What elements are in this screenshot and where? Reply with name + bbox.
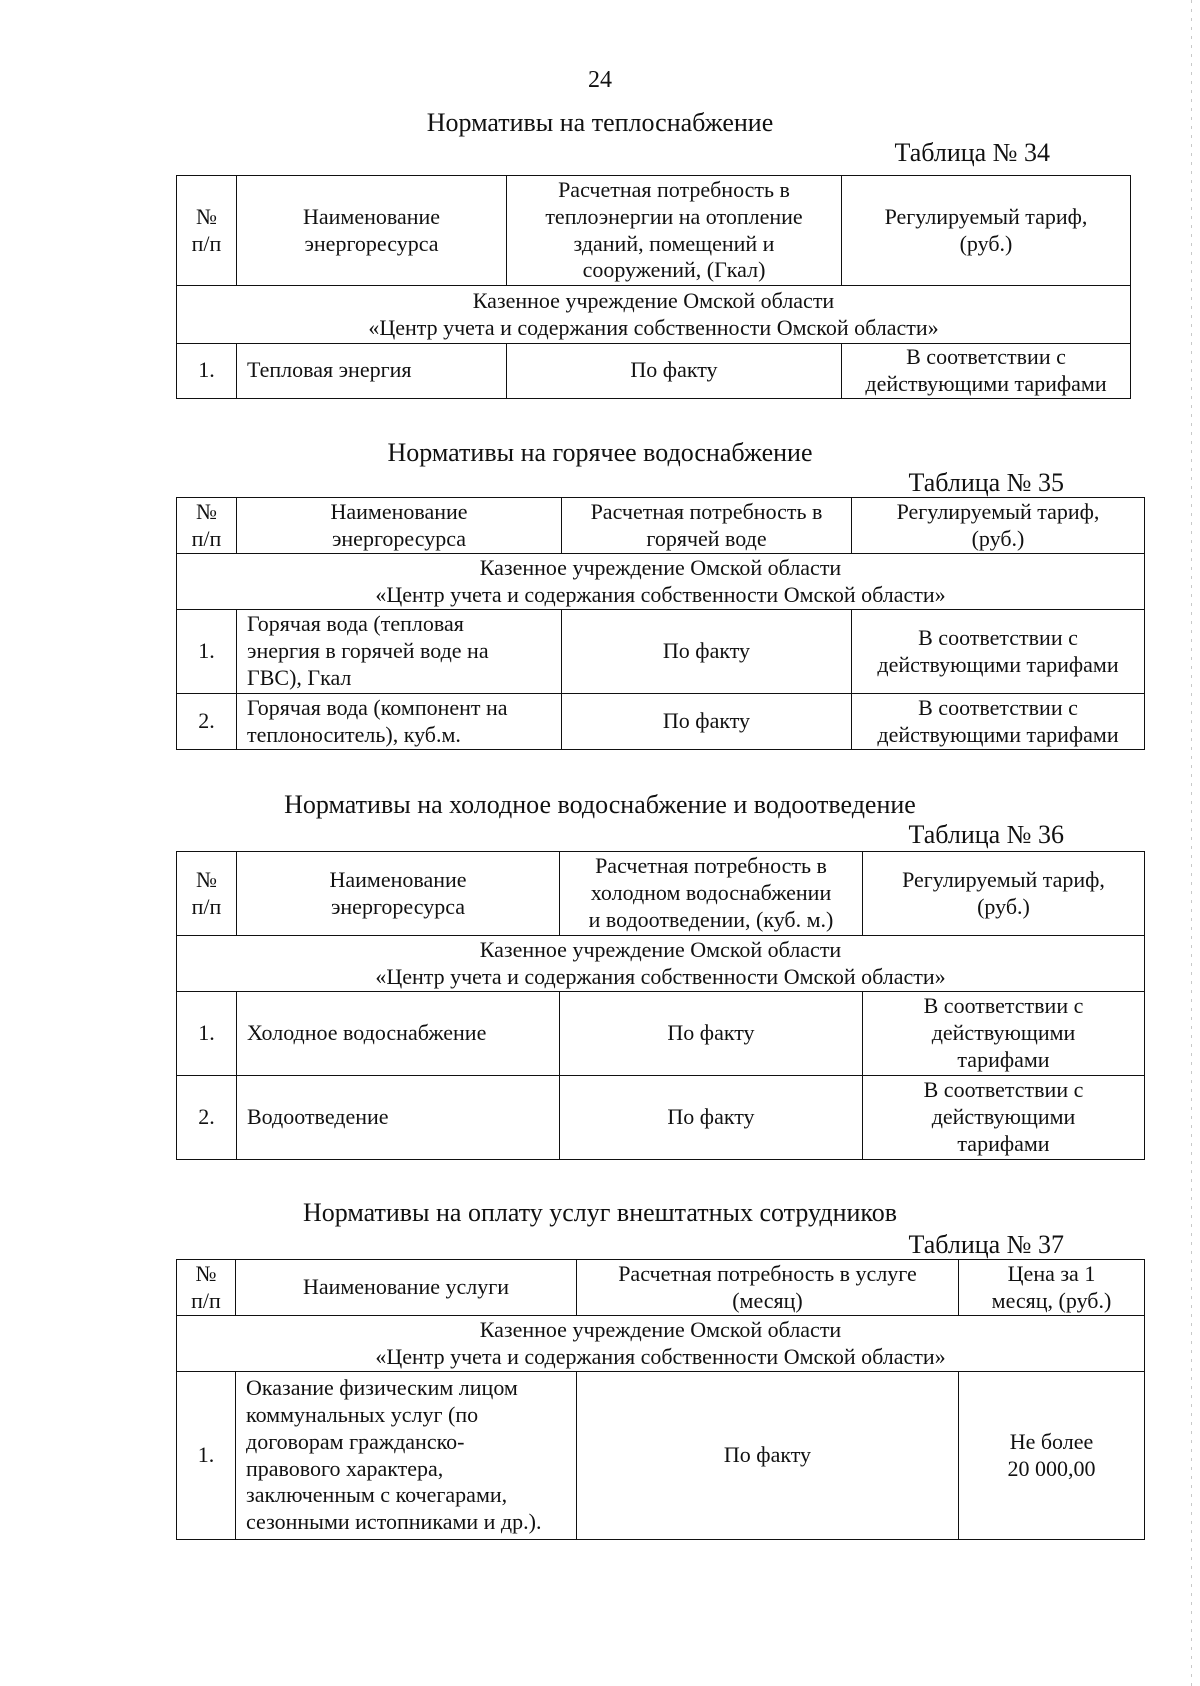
row-estimated-need: По факту (507, 344, 842, 399)
row-resource-name: Водоотведение (237, 1076, 560, 1160)
table-label-36: Таблица № 36 (908, 820, 1064, 849)
header-number: № п/п (177, 1260, 236, 1316)
org-row (177, 554, 1145, 610)
row-number: 1. (177, 344, 237, 399)
table-header-row (177, 1260, 1145, 1316)
table-row (177, 610, 1145, 694)
row-estimated-need: По факту (562, 694, 852, 750)
row-regulated-tariff: В соответствии с действующими тарифами (863, 992, 1145, 1076)
table-header-row (177, 176, 1131, 286)
header-service-name: Наименование услуги (236, 1260, 577, 1316)
row-regulated-tariff: В соответствии с действующими тарифами (863, 1076, 1145, 1160)
table-header-row (177, 852, 1145, 936)
org-name: Казенное учреждение Омской области «Центр учета и содержания собственности Омской области» (177, 1316, 1145, 1372)
row-resource-name: Холодное водоснабжение (237, 992, 560, 1076)
table-hot-water (176, 497, 1145, 750)
table-row (177, 1076, 1145, 1160)
header-number: № п/п (177, 498, 237, 554)
org-row (177, 286, 1131, 344)
scan-edge-artifact (1191, 0, 1192, 1686)
header-regulated-tariff: Регулируемый тариф, (руб.) (842, 176, 1131, 286)
header-monthly-price: Цена за 1 месяц, (руб.) (959, 1260, 1145, 1316)
table-heating (176, 175, 1131, 399)
header-estimated-need: Расчетная потребность в холодном водоснабжении и водоотведении, (куб. м.) (560, 852, 863, 936)
header-estimated-need: Расчетная потребность в услуге (месяц) (577, 1260, 959, 1316)
row-regulated-tariff: В соответствии с действующими тарифами (842, 344, 1131, 399)
header-number: № п/п (177, 852, 237, 936)
row-monthly-price: Не более 20 000,00 (959, 1372, 1145, 1540)
row-number: 2. (177, 1076, 237, 1160)
header-number: № п/п (177, 176, 237, 286)
org-row (177, 936, 1145, 992)
row-estimated-need: По факту (562, 610, 852, 694)
header-regulated-tariff: Регулируемый тариф, (руб.) (863, 852, 1145, 936)
org-name: Казенное учреждение Омской области «Центр учета и содержания собственности Омской области» (177, 286, 1131, 344)
section-title-hot-water: Нормативы на горячее водоснабжение (387, 438, 813, 467)
section-title-cold-water: Нормативы на холодное водоснабжение и водоотведение (284, 790, 916, 819)
table-row (177, 992, 1145, 1076)
table-row (177, 694, 1145, 750)
table-label-35: Таблица № 35 (908, 468, 1064, 497)
org-row (177, 1316, 1145, 1372)
section-title-freelance-staff: Нормативы на оплату услуг внештатных сотрудников (302, 1198, 898, 1227)
row-number: 2. (177, 694, 237, 750)
org-name: Казенное учреждение Омской области «Центр учета и содержания собственности Омской области» (177, 554, 1145, 610)
table-header-row (177, 498, 1145, 554)
section-title-heating: Нормативы на теплоснабжение (426, 108, 774, 137)
table-freelance-staff (176, 1259, 1145, 1540)
table-row (177, 1372, 1145, 1540)
row-service-name: Оказание физическим лицом коммунальных услуг (по договорам гражданско- правового характера, заключенным с кочегарами, сезонными истопниками и др.). (236, 1372, 577, 1540)
page-number: 24 (588, 67, 612, 93)
row-resource-name: Горячая вода (компонент на теплоноситель), куб.м. (237, 694, 562, 750)
row-estimated-need: По факту (560, 1076, 863, 1160)
row-number: 1. (177, 1372, 236, 1540)
header-regulated-tariff: Регулируемый тариф, (руб.) (852, 498, 1145, 554)
table-label-37: Таблица № 37 (908, 1230, 1064, 1259)
header-resource-name: Наименование энергоресурса (237, 176, 507, 286)
row-estimated-need: По факту (560, 992, 863, 1076)
row-resource-name: Горячая вода (тепловая энергия в горячей воде на ГВС), Гкал (237, 610, 562, 694)
row-number: 1. (177, 610, 237, 694)
table-row (177, 344, 1131, 399)
row-regulated-tariff: В соответствии с действующими тарифами (852, 694, 1145, 750)
row-resource-name: Тепловая энергия (237, 344, 507, 399)
row-regulated-tariff: В соответствии с действующими тарифами (852, 610, 1145, 694)
header-resource-name: Наименование энергоресурса (237, 498, 562, 554)
header-estimated-need: Расчетная потребность в теплоэнергии на отопление зданий, помещений и сооружений, (Гкал) (507, 176, 842, 286)
row-estimated-need: По факту (577, 1372, 959, 1540)
header-resource-name: Наименование энергоресурса (237, 852, 560, 936)
table-label-34: Таблица № 34 (894, 138, 1050, 167)
org-name: Казенное учреждение Омской области «Центр учета и содержания собственности Омской области» (177, 936, 1145, 992)
row-number: 1. (177, 992, 237, 1076)
table-cold-water (176, 851, 1145, 1160)
header-estimated-need: Расчетная потребность в горячей воде (562, 498, 852, 554)
